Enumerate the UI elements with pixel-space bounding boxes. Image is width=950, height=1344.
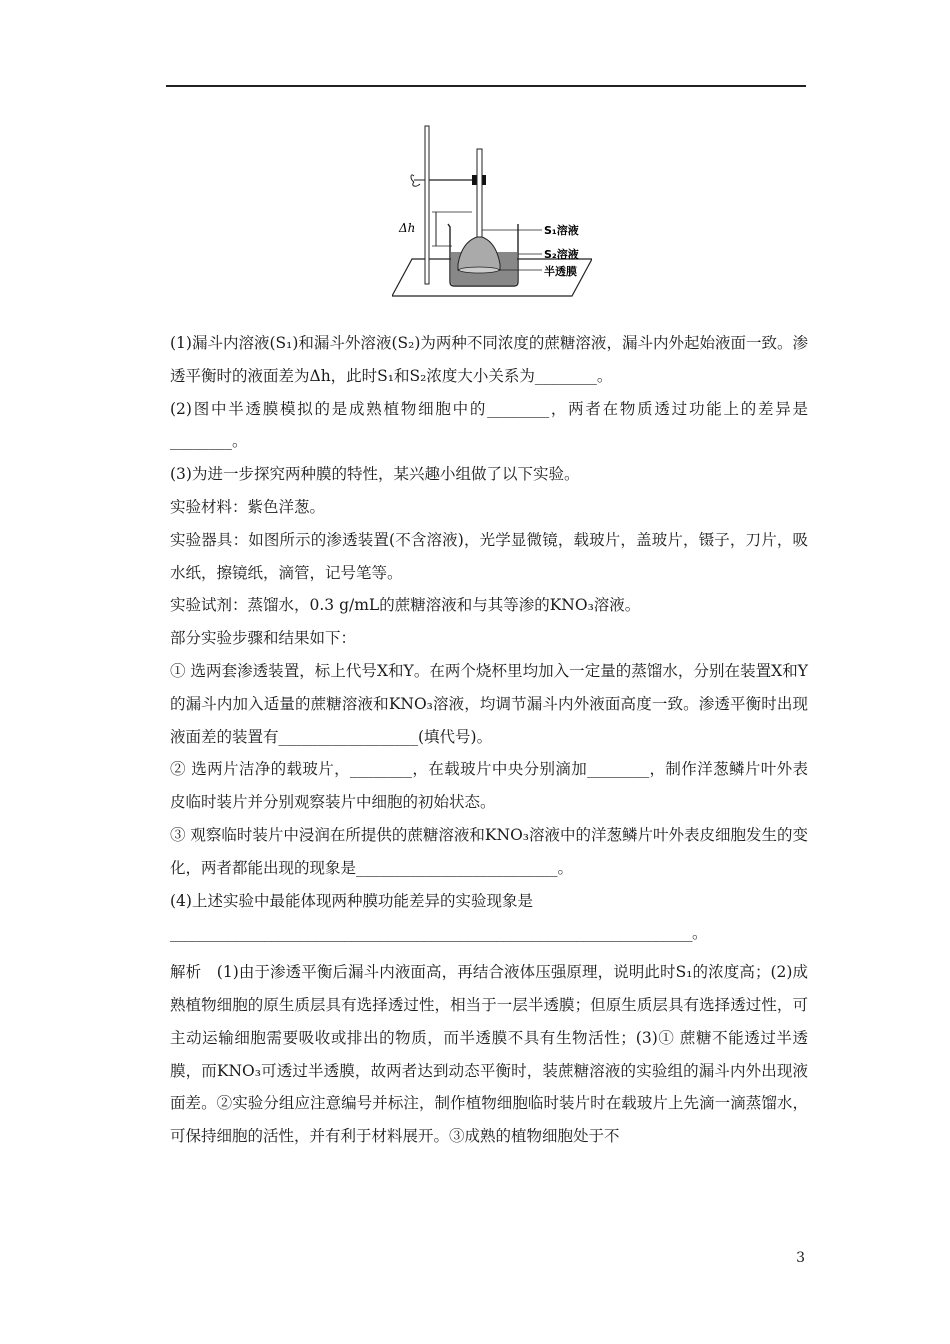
- paragraph: ② 选两片洁净的载玻片，________，在载玻片中央分别滴加________，制作洋葱鳞片叶外表皮临时装片并分别观察装片中细胞的初始状态。: [170, 760, 808, 812]
- paragraph: (2)图中半透膜模拟的是成熟植物细胞中的________，两者在物质透过功能上的差异是________。: [170, 399, 808, 451]
- funnel-stem: [477, 149, 482, 247]
- paragraph: ① 选两套渗透装置，标上代号X和Y。在两个烧杯里均加入一定量的蒸馏水，分别在装置X和Y的漏斗内加入适量的蔗糖溶液和KNO₃溶液，均调节漏斗内外液面高度一致。渗透平衡时出现液面差的装置有__________________(填代号)。: [170, 661, 808, 746]
- question-body: [170, 327, 808, 1153]
- paragraph: 实验试剂：蒸馏水，0.3 g/mL的蔗糖溶液和与其等渗的KNO₃溶液。: [170, 596, 641, 615]
- funnel-bell: [458, 237, 500, 270]
- osmosis-apparatus-figure: [392, 124, 592, 302]
- label-s2: S₂溶液: [544, 248, 579, 261]
- page-number: 3: [796, 1250, 805, 1266]
- clamp-screw: [411, 175, 420, 186]
- answer-blank-line: ________________________________________________________________________。: [170, 924, 708, 943]
- paragraph: 实验材料：紫色洋葱。: [170, 497, 326, 516]
- membrane: [459, 267, 499, 273]
- delta-h-label: Δh: [399, 221, 416, 235]
- header-rule: [166, 85, 806, 87]
- stand-rod: [425, 126, 429, 284]
- paragraph: 实验器具：如图所示的渗透装置(不含溶液)，光学显微镜，载玻片，盖玻片，镊子，刀片，吸水纸，擦镜纸，滴管，记号笔等。: [170, 530, 808, 582]
- label-s1: S₁溶液: [544, 224, 579, 237]
- paragraph: (3)为进一步探究两种膜的特性，某兴趣小组做了以下实验。: [170, 465, 580, 484]
- paragraph: (4)上述实验中最能体现两种膜功能差异的实验现象是: [170, 891, 533, 910]
- paragraph: (1)漏斗内溶液(S₁)和漏斗外溶液(S₂)为两种不同浓度的蔗糖溶液，漏斗内外起始液面一致。渗透平衡时的液面差为Δh，此时S₁和S₂浓度大小关系为________。: [170, 334, 808, 385]
- paragraph: ③ 观察临时装片中浸润在所提供的蔗糖溶液和KNO₃溶液中的洋葱鳞片叶外表皮细胞发生的变化，两者都能出现的现象是__________________________。: [170, 825, 808, 877]
- paragraph: 部分实验步骤和结果如下：: [170, 629, 357, 648]
- solution-paragraph: 解析 (1)由于渗透平衡后漏斗内液面高，再结合液体压强原理，说明此时S₁的浓度高；(2)成熟植物细胞的原生质层具有选择透过性，相当于一层半透膜；但原生质层具有选择透过性，可主动运输细胞需要吸收或排出的物质，而半透膜不具有生物活性；(3)① 蔗糖不能透过半透膜，而KNO₃可透过半透膜，故两者达到动态平衡时，装蔗糖溶液的实验组的漏斗内外出现液面差。②实验分组应注意编号并标注，制作植物细胞临时装片时在载玻片上先滴一滴蒸馏水，可保持细胞的活性，并有利于材料展开。③成熟的植物细胞处于不: [170, 963, 808, 1146]
- label-membrane: 半透膜: [544, 265, 577, 278]
